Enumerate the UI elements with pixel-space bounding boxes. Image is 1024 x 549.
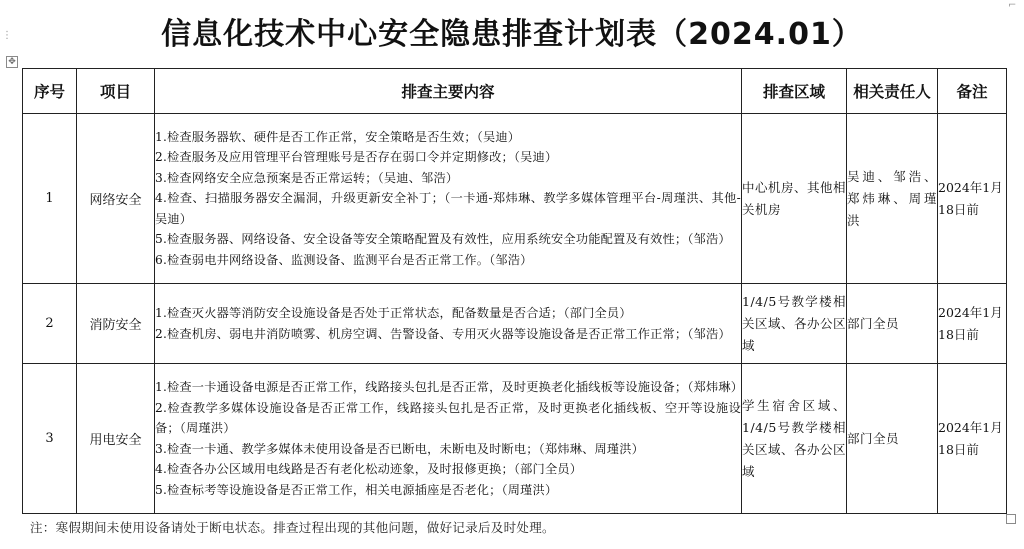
header-area: 排查区域 [742,69,847,114]
table-resize-handle[interactable] [1006,514,1016,524]
table-move-handle-icon[interactable]: ✥ [6,56,18,68]
row-area: 中心机房、其他相关机房 [742,114,847,284]
row-item: 消防安全 [77,284,155,364]
content-line: 1.检查一卡通设备电源是否正常工作，线路接头包扎是否正常，及时更换老化插线板等设施设备；（郑炜琳） [155,380,744,394]
content-line: 6.检查弱电井网络设备、监测设备、监测平台是否正常工作。（邹浩） [155,252,533,267]
row-content [155,284,742,364]
row-content [155,364,742,514]
content-line: 3.检查网络安全应急预案是否正常运转；（吴迪、邹浩） [155,170,459,185]
content-line: 2.检查教学多媒体设施设备是否正常工作，线路接头包扎是否正常，及时更换老化插线板、空开等设施设备；（周瑾洪） [155,400,741,435]
row-note: 2024年1月18日前 [938,114,1007,284]
content-line: 1.检查灭火器等消防安全设施设备是否处于正常状态，配备数量是否合适；（部门全员） [155,306,632,320]
content-line: 3.检查一卡通、教学多媒体未使用设备是否已断电，未断电及时断电；（郑炜琳、周瑾洪） [155,441,645,456]
row-content [155,114,742,284]
footnote: 注：寒假期间未使用设备请处于断电状态。排查过程出现的其他问题，做好记录后及时处理。 [30,520,555,535]
row-owner: 部门全员 [847,284,938,364]
content-line: 1.检查服务器软、硬件是否工作正常，安全策略是否生效；（吴迪） [155,129,521,144]
header-owner: 相关责任人 [847,69,938,114]
row-note: 2024年1月18日前 [938,364,1007,514]
document-title: 信息化技术中心安全隐患排查计划表（2024.01） [161,17,863,52]
content-line: 2.检查机房、弱电井消防喷雾、机房空调、告警设备、专用灭火器等设施设备是否正常工作正常；（邹浩） [155,326,731,341]
content-line: 4.检查各办公区域用电线路是否有老化松动迹象，及时报修更换；（部门全员） [155,462,583,476]
row-item: 用电安全 [77,364,155,514]
header-content: 排查主要内容 [155,69,742,114]
row-number: 1 [23,114,77,284]
content-line: 2.检查服务及应用管理平台管理账号是否存在弱口令并定期修改；（吴迪） [155,150,558,165]
row-number: 3 [23,364,77,514]
content-line: 5.检查标考等设施设备是否正常工作，相关电源插座是否老化；（周瑾洪） [155,482,558,497]
table-header-row [23,69,1007,114]
row-owner: 部门全员 [847,364,938,514]
left-margin-mark: ⋮ [2,30,12,41]
row-item: 网络安全 [77,114,155,284]
row-area: 学生宿舍区域、1/4/5号教学楼相关区域、各办公区域 [742,364,847,514]
table-row [23,114,1007,284]
inspection-plan-table [22,68,1007,514]
row-note: 2024年1月18日前 [938,284,1007,364]
row-area: 1/4/5号教学楼相关区域、各办公区域 [742,284,847,364]
header-note: 备注 [938,69,1007,114]
row-number: 2 [23,284,77,364]
content-line: 4.检查、扫描服务器安全漏洞，升级更新安全补丁；（一卡通-郑炜琳、教学多媒体管理平台-周瑾洪、其他-吴迪） [155,191,741,226]
content-line: 5.检查服务器、网络设备、安全设备等安全策略配置及有效性，应用系统安全功能配置及有效性；（邹浩） [155,232,731,247]
row-owner: 吴迪、邹浩、郑炜琳、周瑾洪 [847,114,938,284]
header-no: 序号 [23,69,77,114]
right-margin-mark: ⌐ [1008,0,1017,11]
table-row [23,284,1007,364]
header-item: 项目 [77,69,155,114]
table-row [23,364,1007,514]
